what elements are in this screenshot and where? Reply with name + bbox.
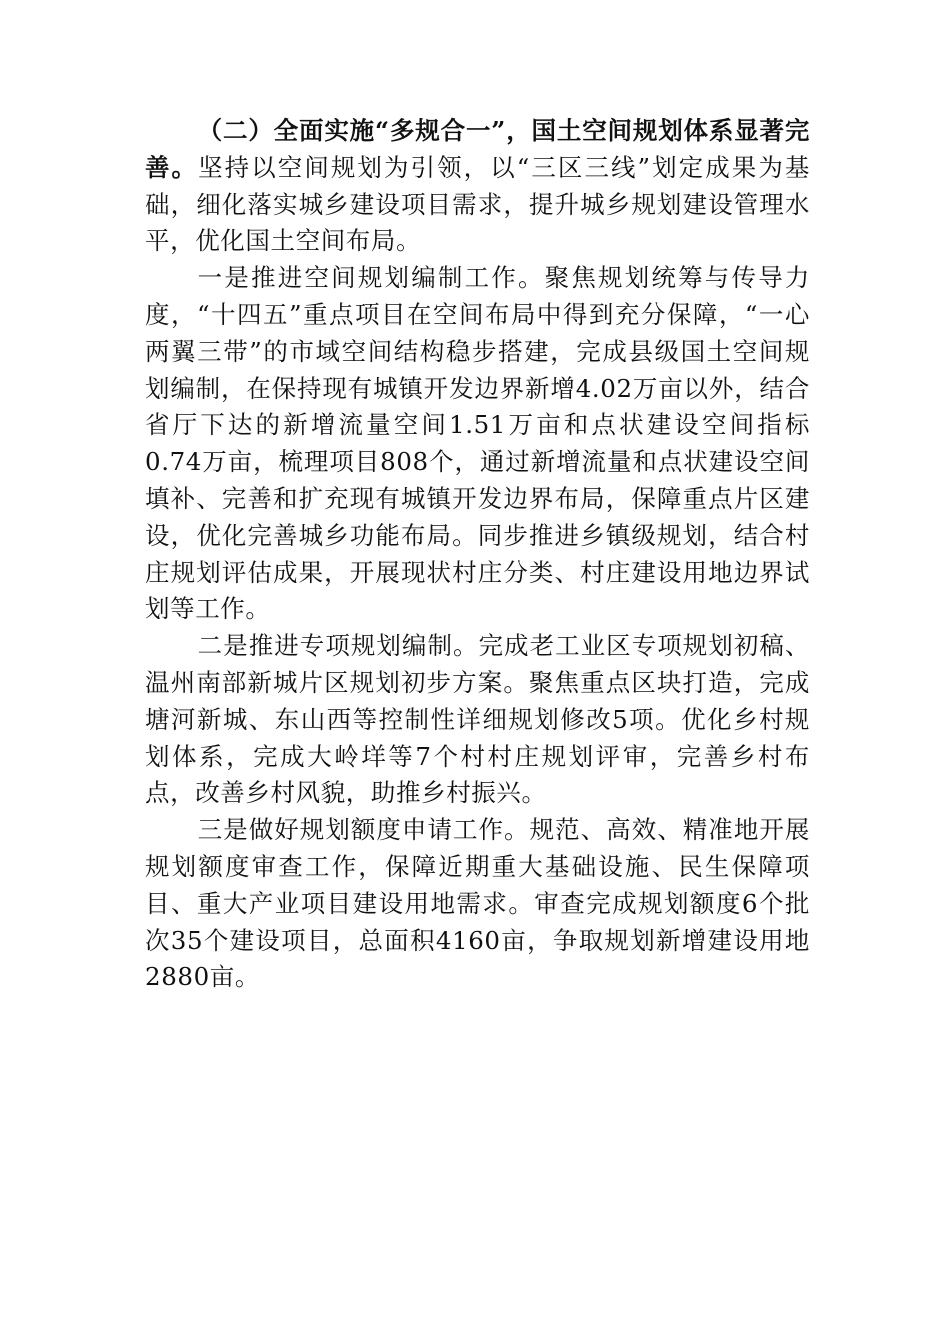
section-intro: 坚持以空间规划为引领，以“三区三线”划定成果为基础，细化落实城乡建设项目需求，提升城乡规划建设管理水平，优化国土空间布局。	[145, 152, 810, 256]
document-body	[145, 113, 810, 996]
section-paragraph	[145, 113, 810, 260]
paragraph-special-planning: 二是推进专项规划编制。完成老工业区专项规划初稿、温州南部新城片区规划初步方案。聚焦重点区块打造，完成塘河新城、东山西等控制性详细规划修改5项。优化乡村规划体系，完成大岭垟等7个村村庄规划评审，完善乡村布点，改善乡村风貌，助推乡村振兴。	[145, 631, 810, 808]
paragraph-spatial-planning: 一是推进空间规划编制工作。聚焦规划统筹与传导力度，“十四五”重点项目在空间布局中得到充分保障，“一心两翼三带”的市域空间结构稳步搭建，完成县级国土空间规划编制，在保持现有城镇开发边界新增4.02万亩以外，结合省厅下达的新增流量空间1.51万亩和点状建设空间指标0.74万亩，梳理项目808个，通过新增流量和点状建设空间填补、完善和扩充现有城镇开发边界布局，保障重点片区建设，优化完善城乡功能布局。同步推进乡镇级规划，结合村庄规划评估成果，开展现状村庄分类、村庄建设用地边界试划等工作。	[145, 263, 810, 624]
paragraph-quota-application: 三是做好规划额度申请工作。规范、高效、精准地开展规划额度审查工作，保障近期重大基础设施、民生保障项目、重大产业项目建设用地需求。审查完成规划额度6个批次35个建设项目，总面积4160亩，争取规划新增建设用地2880亩。	[145, 815, 810, 992]
section-heading: （二）全面实施“多规合一”，国土空间规划体系显著完善。	[145, 116, 810, 182]
